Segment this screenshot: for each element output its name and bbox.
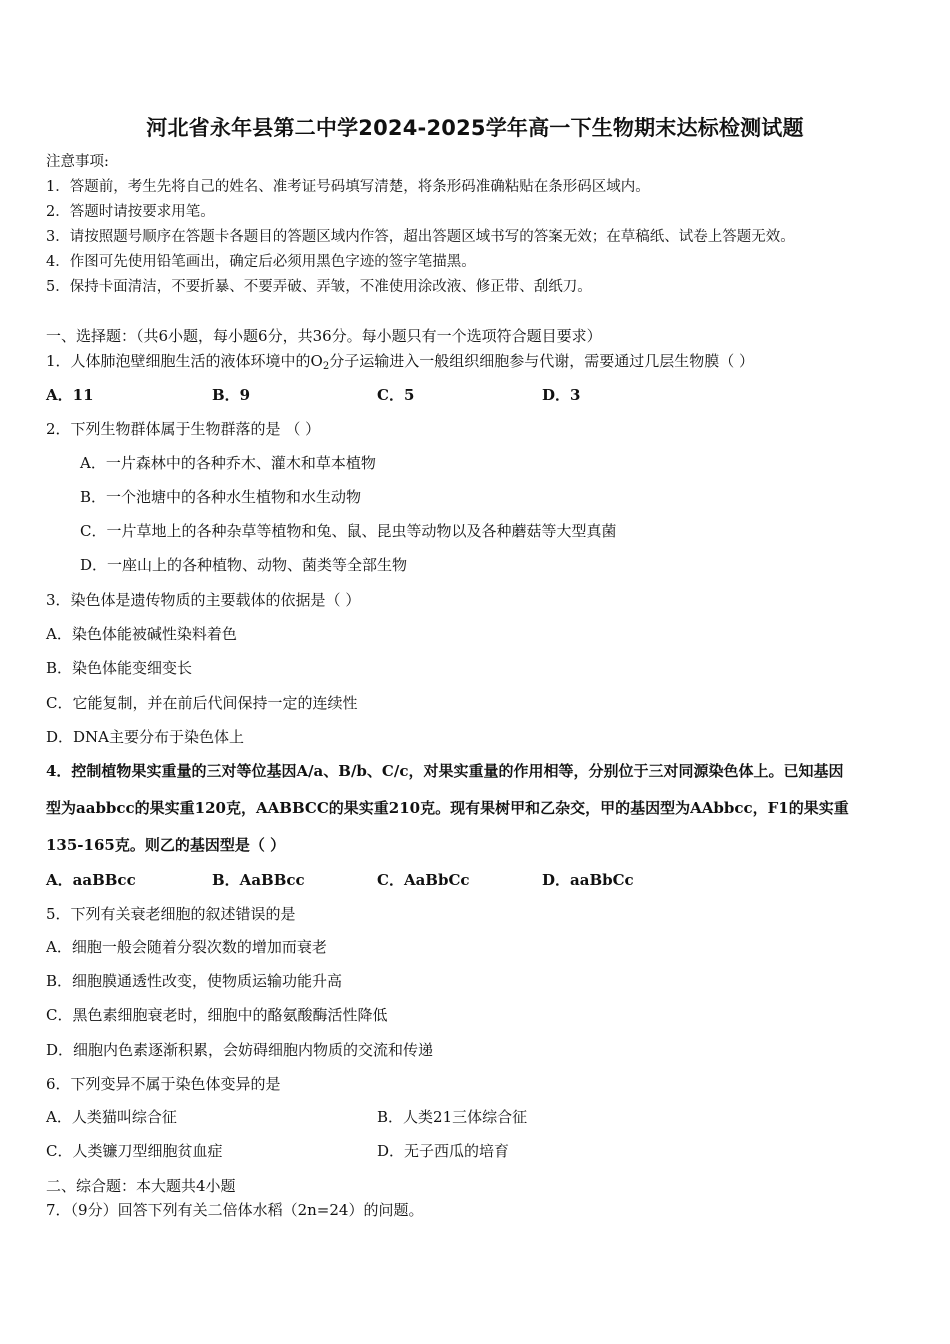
question-stem: 3．染色体是遗传物质的主要载体的依据是（ ）	[46, 591, 361, 609]
option-a: A．aaBBcc	[46, 871, 136, 889]
option-b: B．细胞膜通透性改变，使物质运输功能升高	[46, 972, 343, 990]
stem-text: 分子运输进入一般组织细胞参与代谢，需要通过几层生物膜（ ）	[329, 352, 754, 370]
question-stem: 5．下列有关衰老细胞的叙述错误的是	[46, 905, 296, 923]
option-d: D．DNA主要分布于染色体上	[46, 728, 245, 746]
option-a: A．细胞一般会随着分裂次数的增加而衰老	[46, 938, 327, 956]
option-b: B．一个池塘中的各种水生植物和水生动物	[80, 488, 362, 506]
option-c: C．黑色素细胞衰老时，细胞中的酪氨酸酶活性降低	[46, 1006, 388, 1024]
subscript: 2	[322, 361, 330, 372]
option-a: A．人类猫叫综合征	[46, 1108, 177, 1126]
section1-heading: 一、选择题：（共6小题，每小题6分，共36分。每小题只有一个选项符合题目要求）	[46, 327, 602, 345]
option-b: B．人类21三体综合征	[377, 1108, 528, 1126]
question-stem: 6．下列变异不属于染色体变异的是	[46, 1075, 281, 1093]
question-stem: 2．下列生物群体属于生物群落的是 （ ）	[46, 420, 321, 438]
option-b: B．9	[212, 386, 251, 404]
option-d: D．一座山上的各种植物、动物、菌类等全部生物	[80, 556, 408, 574]
question-stem-line: 135-165克。则乙的基因型是（ ）	[46, 836, 286, 854]
notice-item: 1．答题前，考生先将自己的姓名、准考证号码填写清楚，将条形码准确粘贴在条形码区域内。	[46, 179, 650, 195]
notice-item: 2．答题时请按要求用笔。	[46, 204, 215, 220]
option-d: D．aaBbCc	[542, 871, 634, 889]
stem-text: 1．人体肺泡壁细胞生活的液体环境中的O	[46, 352, 323, 370]
option-c: C．5	[377, 386, 415, 404]
option-d: D．细胞内色素逐渐积累，会妨碍细胞内物质的交流和传递	[46, 1041, 434, 1059]
section2-heading: 二、综合题：本大题共4小题	[46, 1177, 236, 1195]
question-stem-line: 型为aabbcc的果实重120克，AABBCC的果实重210克。现有果树甲和乙杂交，甲的基因型为AAbbcc，F1的果实重	[46, 799, 849, 817]
option-a: A．11	[46, 386, 94, 404]
notice-item: 3．请按照题号顺序在答题卡各题目的答题区域内作答，超出答题区域书写的答案无效；在草稿纸、试卷上答题无效。	[46, 229, 795, 245]
option-c: C．AaBbCc	[377, 871, 470, 889]
option-b: B．AaBBcc	[212, 871, 305, 889]
option-c: C．人类镰刀型细胞贫血症	[46, 1142, 223, 1160]
notice-item: 5．保持卡面清洁，不要折暴、不要弄破、弄皱，不准使用涂改液、修正带、刮纸刀。	[46, 279, 592, 295]
question-7: 7．（9分）回答下列有关二倍体水稻（2n=24）的问题。	[46, 1201, 424, 1219]
option-a: A．染色体能被碱性染料着色	[46, 625, 237, 643]
question-stem-line: 4．控制植物果实重量的三对等位基因A/a、B/b、C/c，对果实重量的作用相等，分别位于三对同源染色体上。已知基因	[46, 762, 844, 780]
option-c: C．一片草地上的各种杂草等植物和兔、鼠、昆虫等动物以及各种蘑菇等大型真菌	[80, 522, 617, 540]
notice-heading: 注意事项:	[46, 154, 109, 170]
option-d: D．3	[542, 386, 581, 404]
notice-item: 4．作图可先使用铅笔画出，确定后必须用黑色字迹的签字笔描黑。	[46, 254, 476, 270]
option-b: B．染色体能变细变长	[46, 659, 193, 677]
option-c: C．它能复制，并在前后代间保持一定的连续性	[46, 694, 358, 712]
option-d: D．无子西瓜的培育	[377, 1142, 510, 1160]
question-stem	[46, 351, 754, 377]
option-a: A．一片森林中的各种乔木、灌木和草本植物	[80, 454, 376, 472]
page-title: 河北省永年县第二中学2024-2025学年高一下生物期末达标检测试题	[146, 116, 804, 140]
